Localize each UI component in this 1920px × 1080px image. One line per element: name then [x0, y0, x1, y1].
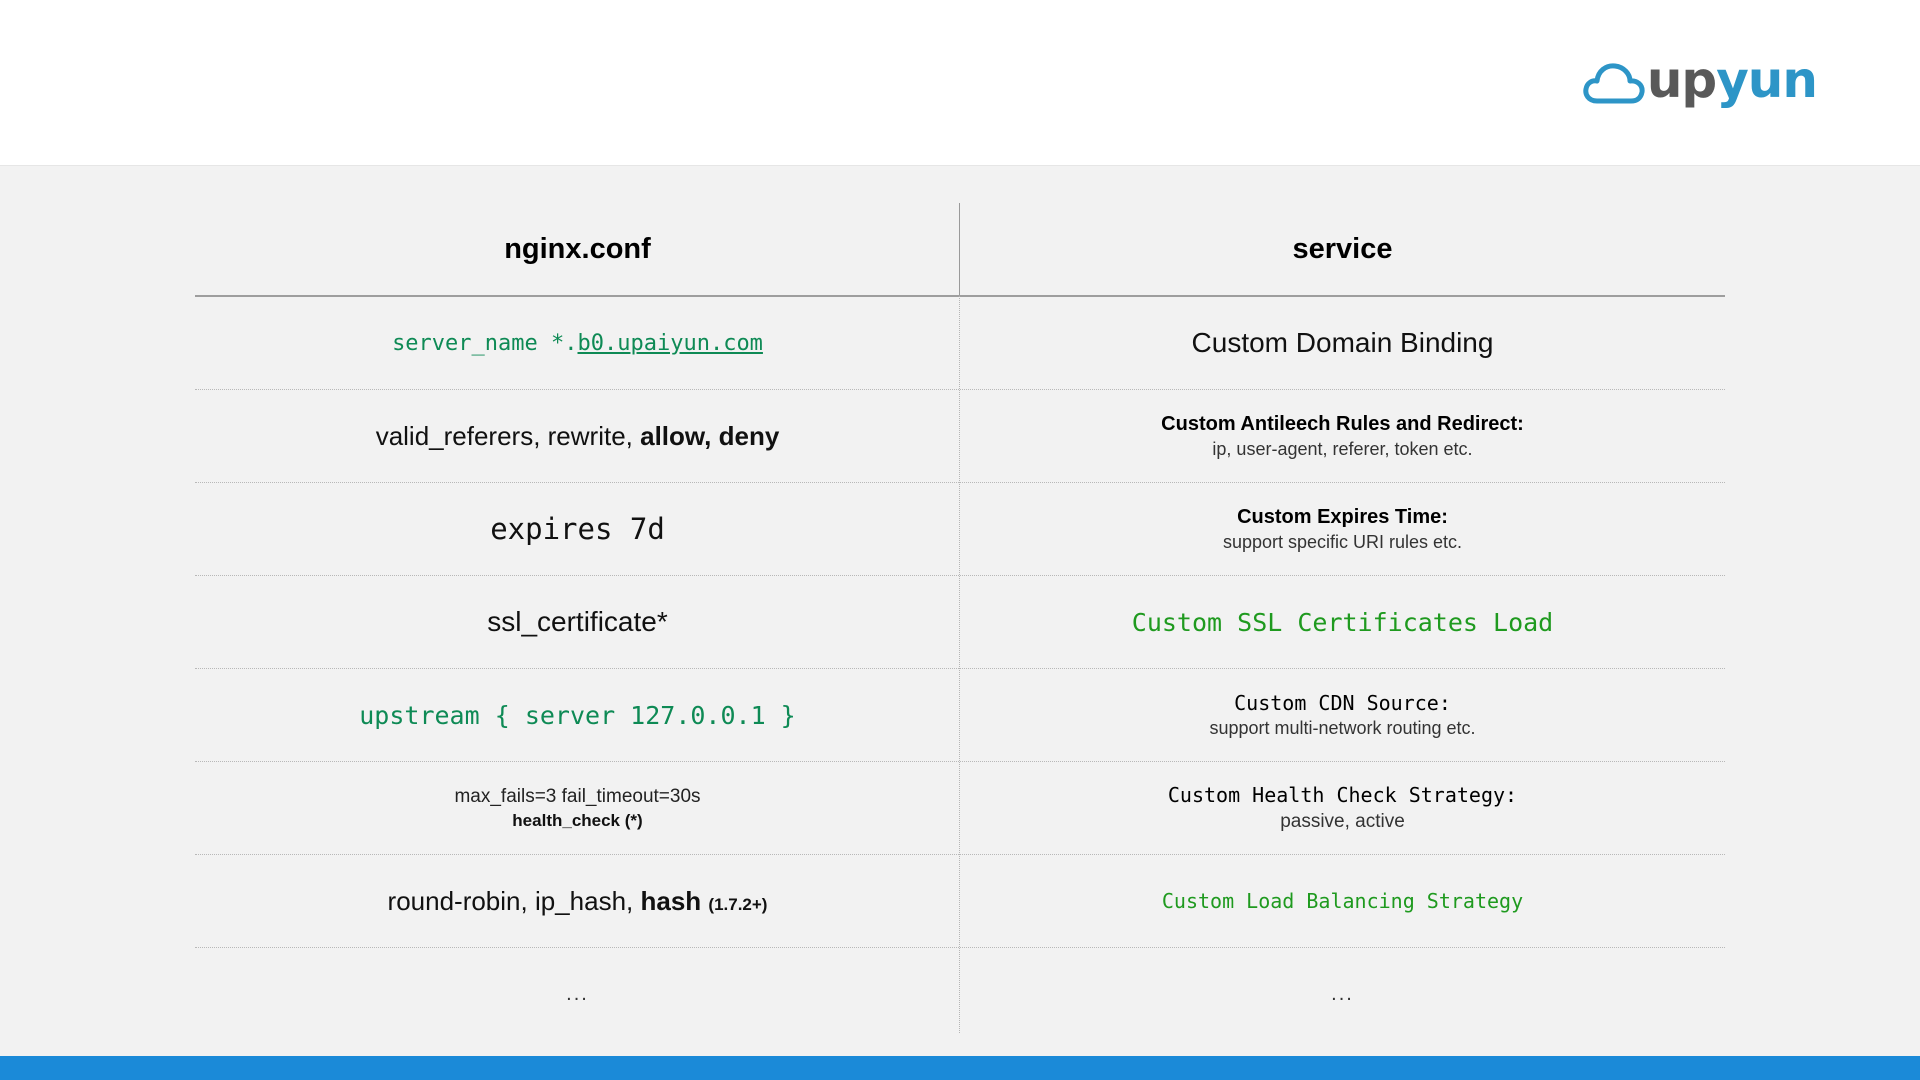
cell-nginx — [195, 855, 960, 947]
cell-service — [960, 669, 1725, 761]
cell-nginx — [195, 948, 960, 1040]
cell-service — [960, 576, 1725, 668]
referers-bold: allow, deny — [640, 420, 780, 451]
service-title: Custom CDN Source: — [1234, 691, 1451, 715]
header-nginx-conf: nginx.conf — [504, 232, 651, 265]
cell-nginx — [195, 669, 960, 761]
balancing-directive — [388, 886, 768, 917]
cell-nginx — [195, 762, 960, 854]
health-check-directive: health_check (*) — [512, 810, 643, 830]
comparison-table — [195, 203, 1725, 1040]
table-row — [195, 948, 1725, 1040]
table-row — [195, 483, 1725, 576]
cell-service — [960, 762, 1725, 854]
max-fails-directive: max_fails=3 fail_timeout=30s — [454, 785, 701, 807]
service-subtitle: support multi-network routing etc. — [1209, 718, 1476, 738]
service-title: Custom Expires Time: — [1237, 505, 1448, 528]
table-row — [195, 576, 1725, 669]
service-title: Custom Health Check Strategy: — [1167, 783, 1518, 807]
header-divider — [959, 203, 960, 295]
server-name-directive — [392, 331, 763, 356]
table-row — [195, 297, 1725, 390]
cell-nginx — [195, 390, 960, 482]
service-subtitle: support specific URI rules etc. — [1222, 531, 1463, 552]
footer-bar — [0, 1056, 1920, 1080]
cell-service — [960, 948, 1725, 1040]
referers-plain: valid_referers, rewrite, — [375, 420, 641, 451]
header — [0, 0, 1920, 166]
balancing-bold: hash — [640, 885, 702, 916]
cell-service — [960, 855, 1725, 947]
cell-nginx — [195, 483, 960, 575]
service-text: Custom Load Balancing Strategy — [1161, 889, 1524, 913]
server-name-prefix: server_name *. — [392, 330, 578, 356]
service-subtitle: passive, active — [1280, 811, 1405, 832]
ellipsis: ... — [566, 982, 589, 1005]
service-subtitle: ip, user-agent, referer, token etc. — [1212, 438, 1473, 459]
cloud-icon — [1583, 59, 1645, 107]
referers-directive — [376, 421, 780, 452]
version-note: (1.7.2+) — [708, 894, 768, 914]
logo-wordmark — [1646, 51, 1817, 109]
logo-up: up — [1646, 51, 1717, 109]
table-header — [195, 203, 1725, 297]
service-text: Custom Domain Binding — [1191, 327, 1494, 358]
expires-directive: expires 7d — [490, 512, 665, 546]
domain-link[interactable]: b0.upaiyun.com — [577, 330, 763, 356]
ellipsis: ... — [1331, 982, 1354, 1005]
service-text: Custom SSL Certificates Load — [1131, 607, 1554, 637]
logo-yun: yun — [1716, 51, 1817, 109]
cell-service — [960, 483, 1725, 575]
upstream-directive: upstream { server 127.0.0.1 } — [359, 700, 796, 730]
service-title: Custom Antileech Rules and Redirect: — [1161, 412, 1524, 435]
table-row — [195, 390, 1725, 483]
table-row — [195, 669, 1725, 762]
cell-service — [960, 390, 1725, 482]
upyun-logo — [1583, 51, 1817, 110]
cell-service — [960, 297, 1725, 389]
table-row — [195, 855, 1725, 948]
cell-nginx — [195, 576, 960, 668]
cell-nginx — [195, 297, 960, 389]
column-divider — [959, 203, 960, 1033]
header-service: service — [1292, 232, 1393, 265]
balancing-plain: round-robin, ip_hash, — [387, 885, 641, 916]
ssl-directive: ssl_certificate* — [487, 606, 668, 637]
table-row — [195, 762, 1725, 855]
